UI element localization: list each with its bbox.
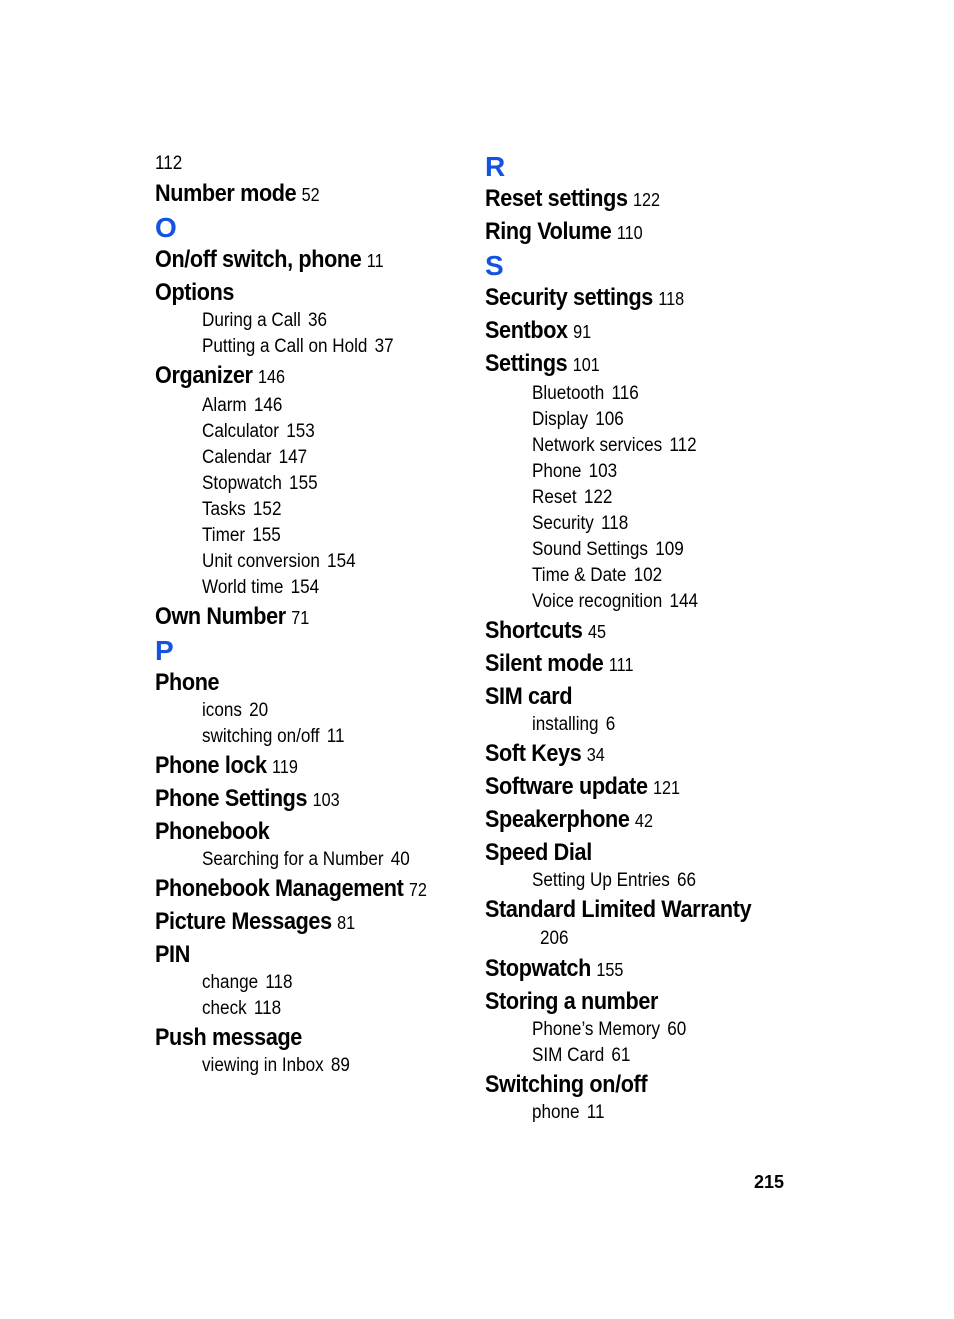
entry-term: Settings [485, 350, 568, 377]
entry-page: 71 [291, 608, 310, 628]
page-number: 215 [754, 1172, 785, 1192]
subentry: During a Call 36 [202, 310, 328, 331]
subentry: Phone 103 [532, 461, 618, 482]
entry-page: 110 [616, 223, 643, 243]
entry-term: Sentbox [485, 317, 568, 344]
entry-page: 146 [257, 367, 286, 387]
entry-term: Phonebook Management [155, 875, 404, 902]
index-entry-organizer [155, 360, 452, 393]
entry-term: Speed Dial [485, 839, 592, 866]
index-entry-reset-settings [485, 183, 782, 216]
entry-page: 111 [608, 655, 634, 675]
subentry: Display 106 [532, 409, 624, 430]
entry-term: Silent mode [485, 650, 604, 677]
entry-term: Software update [485, 773, 648, 800]
subentry: World time 154 [202, 577, 320, 598]
subentry: installing 6 [532, 714, 616, 735]
entry-term: Shortcuts [485, 617, 583, 644]
index-entry-sim-card [485, 681, 782, 712]
subentry: Bluetooth 116 [532, 383, 639, 404]
entry-page: 42 [634, 811, 653, 831]
entry-page: 34 [586, 745, 605, 765]
entry-term: Stopwatch [485, 955, 591, 982]
index-column-right [485, 150, 815, 1126]
index-entry-security-settings [485, 282, 782, 315]
index-entry-push-message [155, 1022, 452, 1053]
entry-term: Soft Keys [485, 740, 582, 767]
subentry: Setting Up Entries 66 [532, 870, 697, 891]
subentry: switching on/off 11 [202, 726, 345, 747]
entry-term: SIM card [485, 683, 573, 710]
entry-term: Phonebook [155, 818, 270, 845]
subentry: Calendar 147 [202, 447, 308, 468]
index-entry-speakerphone [485, 804, 782, 837]
index-entry-phone-settings [155, 783, 452, 816]
entry-page: 118 [658, 289, 685, 309]
entry-term: On/off switch, phone [155, 246, 362, 273]
subentry: icons 20 [202, 700, 269, 721]
index-entry-pin [155, 939, 452, 970]
entry-page: 122 [633, 190, 661, 210]
entry-term: Switching on/off [485, 1071, 648, 1098]
index-entry-picture-messages [155, 906, 452, 939]
index-entry-shortcuts [485, 615, 782, 648]
index-entry-number-mode [155, 178, 452, 211]
entry-term: Own Number [155, 603, 286, 630]
index-entry-phonebook-management [155, 873, 452, 906]
index-entry-software-update [485, 771, 782, 804]
entry-term: Phone lock [155, 752, 267, 779]
index-entry-speed-dial [485, 837, 782, 868]
entry-term: PIN [155, 941, 190, 968]
index-entry-phonebook [155, 816, 452, 847]
subentry: Phone’s Memory 60 [532, 1019, 687, 1040]
entry-page: 103 [312, 790, 340, 810]
subentry: Reset 122 [532, 487, 613, 508]
index-entry-onoff-switch [155, 244, 452, 277]
index-entry-stopwatch [485, 953, 782, 986]
index-column-left [155, 150, 485, 1079]
entry-term: Organizer [155, 362, 253, 389]
entry-page: 121 [653, 778, 681, 798]
subentry: SIM Card 61 [532, 1045, 631, 1066]
subentry: Putting a Call on Hold 37 [202, 336, 394, 357]
subentry: Unit conversion 154 [202, 551, 356, 572]
subentry: Voice recognition 144 [532, 591, 698, 612]
section-letter-o: O [155, 212, 177, 243]
subentry: Searching for a Number 40 [202, 849, 410, 870]
subentry: Tasks 152 [202, 499, 282, 520]
entry-term: Security settings [485, 284, 653, 311]
entry-page: 119 [272, 757, 298, 777]
section-letter-r: R [485, 151, 506, 182]
entry-term: Phone [155, 669, 220, 696]
index-entry-standard-limited-warranty [485, 894, 782, 925]
section-letter-p: P [155, 635, 174, 666]
entry-page: 72 [408, 880, 427, 900]
section-letter-s: S [485, 250, 504, 281]
subentry: Calculator 153 [202, 421, 315, 442]
entry-term: Standard Limited Warranty [485, 896, 752, 923]
entry-term: Picture Messages [155, 908, 332, 935]
entry-page-continued: 206 [540, 928, 569, 949]
entry-term: Push message [155, 1024, 302, 1051]
entry-term: Phone Settings [155, 785, 308, 812]
index-entry-phone-lock [155, 750, 452, 783]
subentry: viewing in Inbox 89 [202, 1055, 350, 1076]
index-entry-silent-mode [485, 648, 782, 681]
subentry: Network services 112 [532, 435, 697, 456]
entry-term: Storing a number [485, 988, 659, 1015]
index-entry-phone [155, 667, 452, 698]
index-entry-settings [485, 348, 782, 381]
subentry: Security 118 [532, 513, 629, 534]
entry-page: 81 [337, 913, 356, 933]
entry-page: 45 [587, 622, 607, 642]
index-entry-soft-keys [485, 738, 782, 771]
entry-term: Options [155, 279, 235, 306]
entry-term: Ring Volume [485, 218, 612, 245]
index-entry-storing-a-number [485, 986, 782, 1017]
subentry: check 118 [202, 998, 282, 1019]
subentry: Timer 155 [202, 525, 281, 546]
index-entry-own-number [155, 601, 452, 634]
subentry: phone 11 [532, 1102, 605, 1123]
subentry: Stopwatch 155 [202, 473, 318, 494]
entry-page: 11 [366, 251, 384, 271]
index-entry-sentbox [485, 315, 782, 348]
subentry: change 118 [202, 972, 293, 993]
subentry: Alarm 146 [202, 395, 283, 416]
entry-page: 101 [572, 355, 600, 375]
subentry: Time & Date 102 [532, 565, 663, 586]
index-entry-options [155, 277, 452, 308]
index-entry-switching-onoff [485, 1069, 782, 1100]
continued-page-ref: 112 [155, 153, 183, 174]
entry-page: 155 [596, 960, 624, 980]
index-entry-ring-volume [485, 216, 782, 249]
subentry: Sound Settings 109 [532, 539, 684, 560]
entry-term: Number mode [155, 180, 297, 207]
entry-term: Reset settings [485, 185, 628, 212]
entry-page: 91 [573, 322, 592, 342]
entry-term: Speakerphone [485, 806, 630, 833]
entry-page: 52 [301, 185, 320, 205]
